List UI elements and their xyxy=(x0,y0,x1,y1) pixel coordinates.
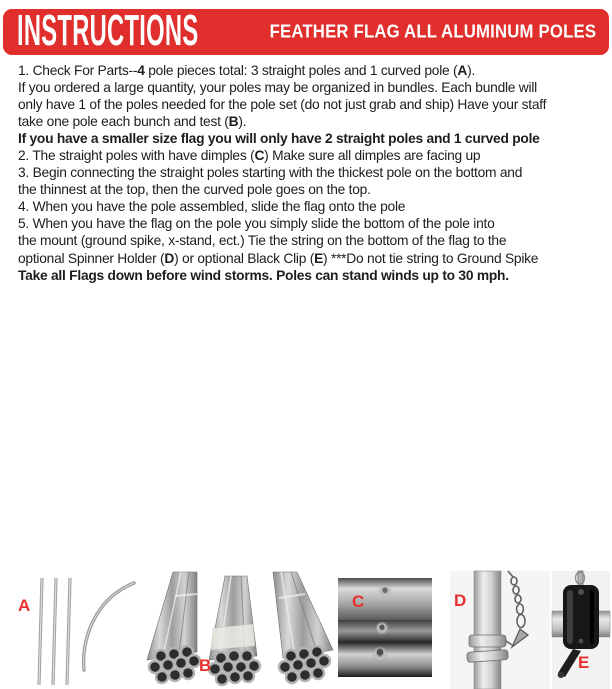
figure-label-d: D xyxy=(454,591,467,610)
bundle-left-icon xyxy=(147,572,200,683)
instruction-line: 1. Check For Parts--4 pole pieces total: 3 straight poles and 1 curved pole (A). xyxy=(18,63,476,78)
instruction-line: 2. The straight poles with have dimples (C) Make sure all dimples are facing up xyxy=(18,148,481,164)
curved-pole-icon xyxy=(84,583,134,670)
figure-label-c: C xyxy=(352,592,365,611)
header-bar xyxy=(3,6,609,56)
instruction-line: take one pole each bunch and test (B). xyxy=(18,114,247,130)
instruction-line: only have 1 of the poles needed for the pole set (do not just grab and ship) Have your staff xyxy=(18,97,547,113)
bundle-center-icon xyxy=(209,576,260,685)
instruction-line: 5. When you have the flag on the pole you simply slide the bottom of the pole into xyxy=(18,216,495,232)
instruction-line: If you have a smaller size flag you will only have 2 straight poles and 1 curved pole xyxy=(18,131,540,147)
instruction-line: Take all Flags down before wind storms. Poles can stand winds up to 30 mph. xyxy=(18,267,509,283)
instruction-lines xyxy=(18,62,610,284)
instruction-line: If you ordered a large quantity, your poles may be organized in bundles. Each bundle will xyxy=(18,80,537,96)
instruction-line: the mount (ground spike, x-stand, ect.) Tie the string on the bottom of the flag to the xyxy=(18,233,507,249)
figure-label-b: B xyxy=(199,656,212,675)
clip-body-icon xyxy=(563,585,599,649)
instruction-line: the thinnest at the top, then the curved pole goes on the top. xyxy=(18,182,371,198)
product-name: FEATHER FLAG ALL ALUMINUM POLES xyxy=(269,21,596,42)
figure-label-a: A xyxy=(18,596,31,615)
page-title: INSTRUCTIONS xyxy=(17,6,199,56)
spinner-holder-image xyxy=(450,571,550,689)
figures-row xyxy=(0,285,612,675)
bundle-right-icon xyxy=(273,572,333,683)
instruction-line: optional Spinner Holder (D) or optional Black Clip (E) ***Do not tie string to Ground Spike xyxy=(18,250,539,266)
pole-bundles-image xyxy=(145,572,335,686)
instruction-line: 3. Begin connecting the straight poles starting with the thickest pole on the bottom and xyxy=(18,165,523,181)
figure-label-e: E xyxy=(578,653,590,672)
straight-and-curved-poles-image xyxy=(10,575,145,689)
straight-poles-icon xyxy=(39,578,70,685)
instruction-line: 4. When you have the pole assembled, slide the flag onto the pole xyxy=(18,199,406,215)
